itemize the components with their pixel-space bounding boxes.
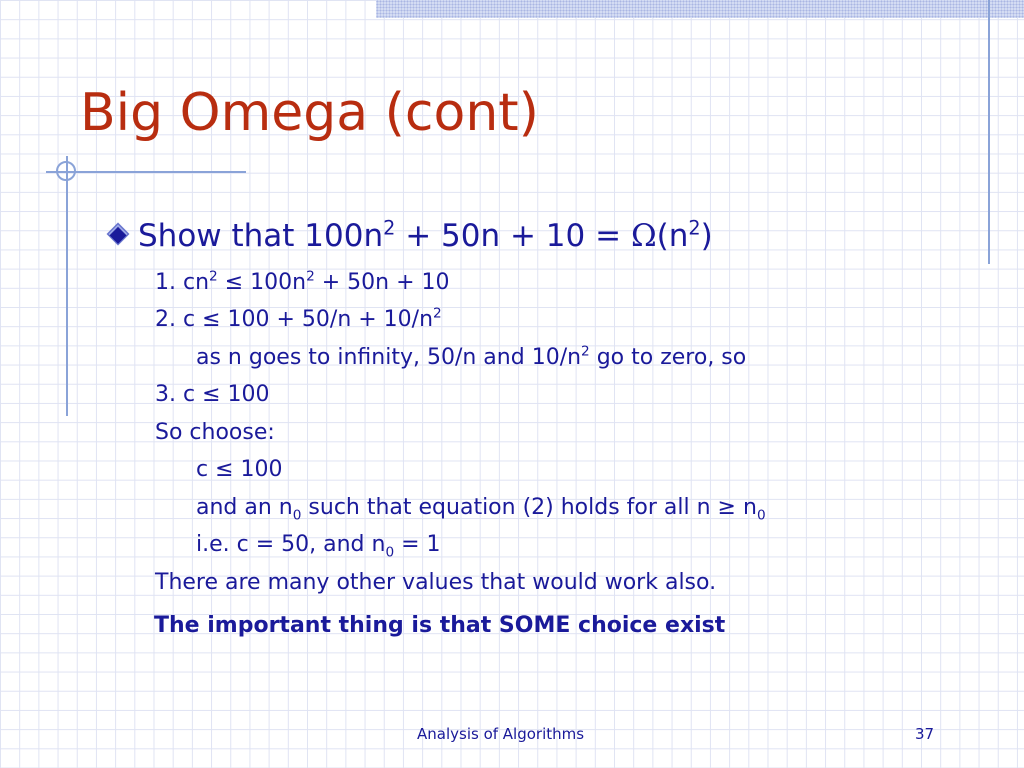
step-2-exp: 2 (433, 305, 442, 322)
bullet-arg-exponent: 2 (688, 216, 701, 240)
top-decorative-bar (376, 0, 1024, 18)
n0-choice-line (196, 495, 766, 524)
bullet-lead: Show that 100n (138, 218, 384, 254)
bullet-open: (n (656, 218, 689, 254)
diamond-bullet-icon (107, 223, 130, 246)
important-line: The important thing is that SOME choice exist (154, 613, 726, 638)
note-text-b: go to zero, so (589, 345, 747, 370)
note-text-a: as n goes to infinity, 50/n and 10/n (196, 345, 582, 370)
others-line: There are many other values that would work also. (155, 570, 717, 595)
footer-title: Analysis of Algorithms (417, 725, 585, 743)
n0-choice-text-a: and an n (196, 495, 293, 520)
step-1-text-b: ≤ 100n (217, 270, 307, 295)
choose-line: So choose: (155, 420, 275, 445)
omega-symbol: Ω (630, 218, 657, 254)
decorative-circle (56, 161, 76, 181)
bullet-close: ) (700, 218, 713, 254)
step-2-line (155, 307, 442, 333)
step-1-text-a: 1. cn (155, 270, 210, 295)
example-text-a: i.e. c = 50, and n (196, 532, 386, 557)
step-1-exp-b: 2 (306, 268, 315, 285)
n0-choice-sub-b: 0 (756, 507, 766, 524)
step-2-text: 2. c ≤ 100 + 50/n + 10/n (155, 307, 434, 332)
example-text-b: = 1 (394, 532, 441, 557)
bullet-lead-exponent: 2 (383, 216, 396, 240)
n0-choice-sub-a: 0 (292, 507, 302, 524)
slide-title: Big Omega (cont) (80, 83, 539, 143)
step-3-line: 3. c ≤ 100 (155, 382, 270, 407)
bullet-mid: + 50n + 10 = (395, 218, 631, 254)
note-line (196, 345, 746, 371)
main-bullet (106, 218, 713, 255)
step-1-line (155, 270, 450, 296)
example-line (196, 532, 441, 561)
decorative-rule-horizontal (46, 171, 246, 173)
step-1-exp-a: 2 (209, 268, 218, 285)
n0-choice-text-b: such that equation (2) holds for all n ≥ n (301, 495, 757, 520)
step-1-text-c: + 50n + 10 (314, 270, 450, 295)
note-exp: 2 (581, 343, 590, 360)
page-number: 37 (915, 725, 935, 743)
decorative-rule-right (988, 0, 990, 264)
c-choice-line: c ≤ 100 (196, 457, 283, 482)
example-sub: 0 (385, 544, 395, 561)
decorative-rule-left (66, 156, 68, 416)
